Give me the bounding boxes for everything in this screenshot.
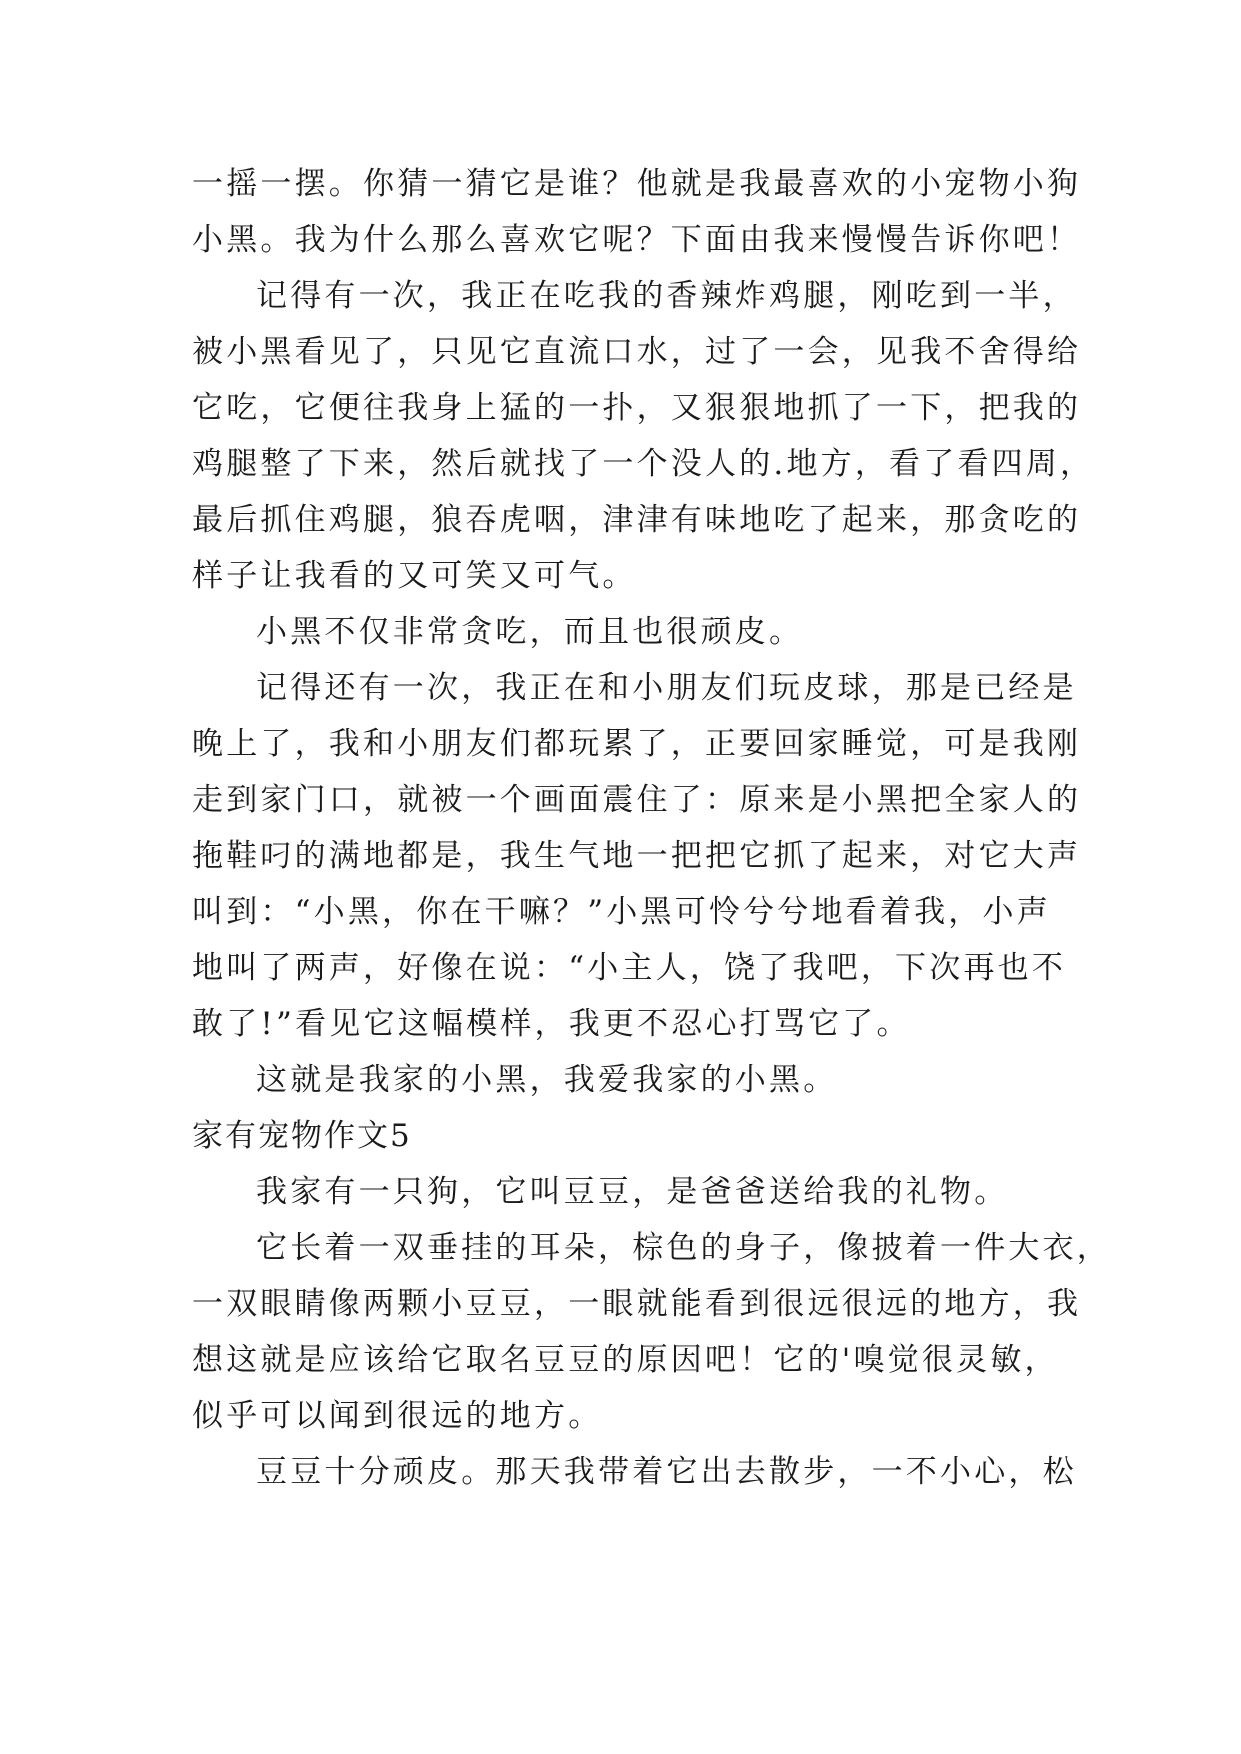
text-line: 样子让我看的又可笑又可气。: [192, 558, 637, 594]
text-line: 走到家门口，就被一个画面震住了：原来是小黑把全家人的: [192, 782, 1082, 818]
text-line: 一双眼睛像两颗小豆豆，一眼就能看到很远很远的地方，我: [192, 1286, 1082, 1322]
text-line: 似乎可以闻到很远的地方。: [192, 1398, 603, 1434]
section-heading: 家有宠物作文5: [192, 1118, 412, 1154]
text-line: 最后抓住鸡腿，狼吞虎咽，津津有味地吃了起来，那贪吃的: [192, 502, 1082, 538]
paragraph-start-line: 我家有一只狗，它叫豆豆，是爸爸送给我的礼物。: [256, 1174, 1009, 1210]
text-line: 叫到：“小黑，你在干嘛？”小黑可怜兮兮地看着我，小声: [192, 894, 1051, 930]
text-line: 它吃，它便往我身上猛的一扑，又狠狠地抓了一下，把我的: [192, 390, 1082, 426]
text-line: 拖鞋叼的满地都是，我生气地一把把它抓了起来，对它大声: [192, 838, 1082, 874]
text-line: 想这就是应该给它取名豆豆的原因吧！它的'嗅觉很灵敏，: [192, 1342, 1059, 1378]
text-line: 鸡腿整了下来，然后就找了一个没人的.地方，看了看四周，: [192, 446, 1095, 482]
text-line: 晚上了，我和小朋友们都玩累了，正要回家睡觉，可是我刚: [192, 726, 1082, 762]
text-line: 被小黑看见了，只见它直流口水，过了一会，见我不舍得给: [192, 334, 1082, 370]
paragraph-start-line: 小黑不仅非常贪吃，而且也很顽皮。: [256, 614, 804, 650]
text-line: 小黑。我为什么那么喜欢它呢？下面由我来慢慢告诉你吧！: [192, 222, 1082, 258]
paragraph-start-line: 豆豆十分顽皮。那天我带着它出去散步，一不小心，松: [256, 1454, 1077, 1490]
paragraph-start-line: 这就是我家的小黑，我爱我家的小黑。: [256, 1062, 838, 1098]
paragraph-start-line: 记得有一次，我正在吃我的香辣炸鸡腿，刚吃到一半，: [256, 278, 1077, 314]
paragraph-start-line: 它长着一双垂挂的耳朵，棕色的身子，像披着一件大衣，: [256, 1230, 1111, 1266]
text-line: 地叫了两声，好像在说：“小主人，饶了我吧，下次再也不: [192, 950, 1067, 986]
text-line: 敢了!”看见它这幅模样，我更不忍心打骂它了。: [192, 1006, 911, 1042]
paragraph-start-line: 记得还有一次，我正在和小朋友们玩皮球，那是已经是: [256, 670, 1077, 706]
text-line: 一摇一摆。你猜一猜它是谁？他就是我最喜欢的小宠物小狗: [192, 166, 1082, 202]
